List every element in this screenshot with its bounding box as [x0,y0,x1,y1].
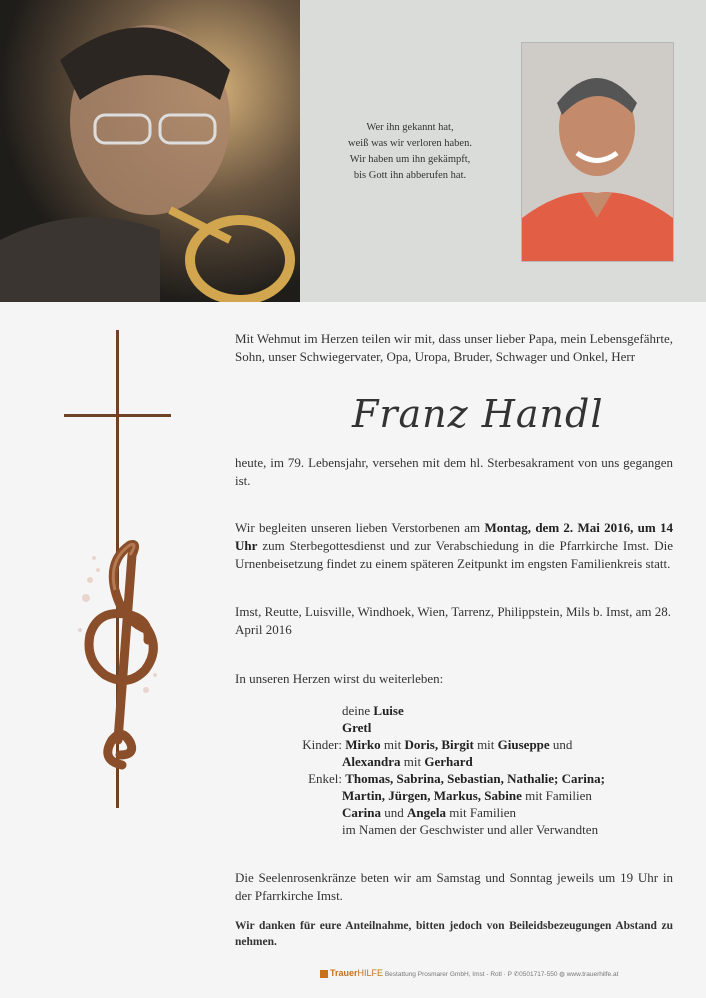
funeral-text-post: zum Sterbegottesdienst und zur Verabschiedung in die Pfarrkirche Imst. Die Urnenbeisetzung findet zu einem späteren Zeitpunkt im engsten Familienkreis statt. [235,538,673,571]
cross-with-treble-clef-icon [60,330,175,810]
family-gretl: Gretl [342,720,372,735]
portrait-photo-trumpet [0,0,300,302]
footer-brand-1: Trauer [330,968,358,978]
family-mit: mit [403,754,422,769]
family-carina: Carina [342,805,381,820]
family-mirko: Mirko [345,737,381,752]
family-enkel-line1: Thomas, Sabrina, Sebastian, Nathalie; Carina; [345,771,605,786]
family-row [280,804,605,821]
intro-text: Mit Wehmut im Herzen teilen wir mit, dass unser lieber Papa, mein Lebensgefährte, Sohn, unser Schwiegervater, Opa, Uropa, Bruder, Schwager und Onkel, Herr [235,331,673,364]
header-band [0,0,706,302]
family-mit-familien: mit Familien [449,805,517,820]
family-row [280,736,605,753]
family-list [280,702,605,838]
family-row [280,702,605,719]
family-angela: Angela [407,805,446,820]
quote-line: bis Gott ihn abberufen hat. [353,170,467,181]
enkel-label: Enkel: [308,771,342,786]
rosary-text: Die Seelenrosenkränze beten wir am Samstag und Sonntag jeweils um 19 Uhr in der Pfarrkirche Imst. [235,870,673,903]
funeral-text [235,519,673,573]
memorial-quote [320,120,500,184]
footer-brand-2: HILFE [357,968,384,978]
family-geschwister: im Namen der Geschwister und aller Verwandten [342,822,599,837]
family-row [280,753,605,770]
deceased-name: Franz Handl [352,392,604,436]
family-luise: Luise [373,703,404,718]
quote-line: Wir haben um ihn gekämpft, [349,154,471,165]
family-row [280,770,605,787]
family-doris-birgit: Doris, Birgit [404,737,474,752]
family-deine: deine [342,703,371,718]
family-row [280,787,605,804]
photo-placeholder-right [522,43,673,261]
family-giuseppe: Giuseppe [497,737,550,752]
funeral-date: Montag, dem 2. Mai 2016, um 14 Uhr [235,520,673,553]
family-und: und [552,737,573,752]
death-text: heute, im 79. Lebensjahr, versehen mit dem hl. Sterbesakrament von uns gegangen ist. [235,455,673,488]
quote-line: Wer ihn gekannt hat, [366,122,454,133]
family-row [280,821,605,838]
family-und: und [384,805,404,820]
family-alexandra: Alexandra [342,754,401,769]
family-mit: mit [383,737,402,752]
funeral-text-pre: Wir begleiten unseren lieben Verstorbenen am [235,520,485,535]
family-enkel-line2: Martin, Jürgen, Markus, Sabine [342,788,522,803]
hearts-line: In unseren Herzen wirst du weiterleben: [235,671,444,686]
family-gerhard: Gerhard [424,754,473,769]
footer-logo-icon [320,970,328,978]
family-row [280,719,605,736]
portrait-photo-smiling [521,42,674,262]
thanks-text: Wir danken für eure Anteilnahme, bitten jedoch von Beileidsbezeugungen Abstand zu nehmen. [235,920,673,948]
footer [320,968,618,978]
footer-info: Bestattung Prosmarer GmbH, Imst - Rotl · P ✆0501717-550 ◍ www.trauerhilfe.at [384,971,619,978]
kinder-label: Kinder: [302,737,342,752]
family-mit: mit [477,737,495,752]
photo-placeholder-left [0,0,300,302]
footer-brand [330,968,383,978]
quote-line: weiß was wir verloren haben. [348,138,472,149]
places-date: Imst, Reutte, Luisville, Windhoek, Wien, Tarrenz, Philippstein, Mils b. Imst, am 28. April 2016 [235,604,672,637]
family-mit-familien: mit Familien [525,788,592,803]
